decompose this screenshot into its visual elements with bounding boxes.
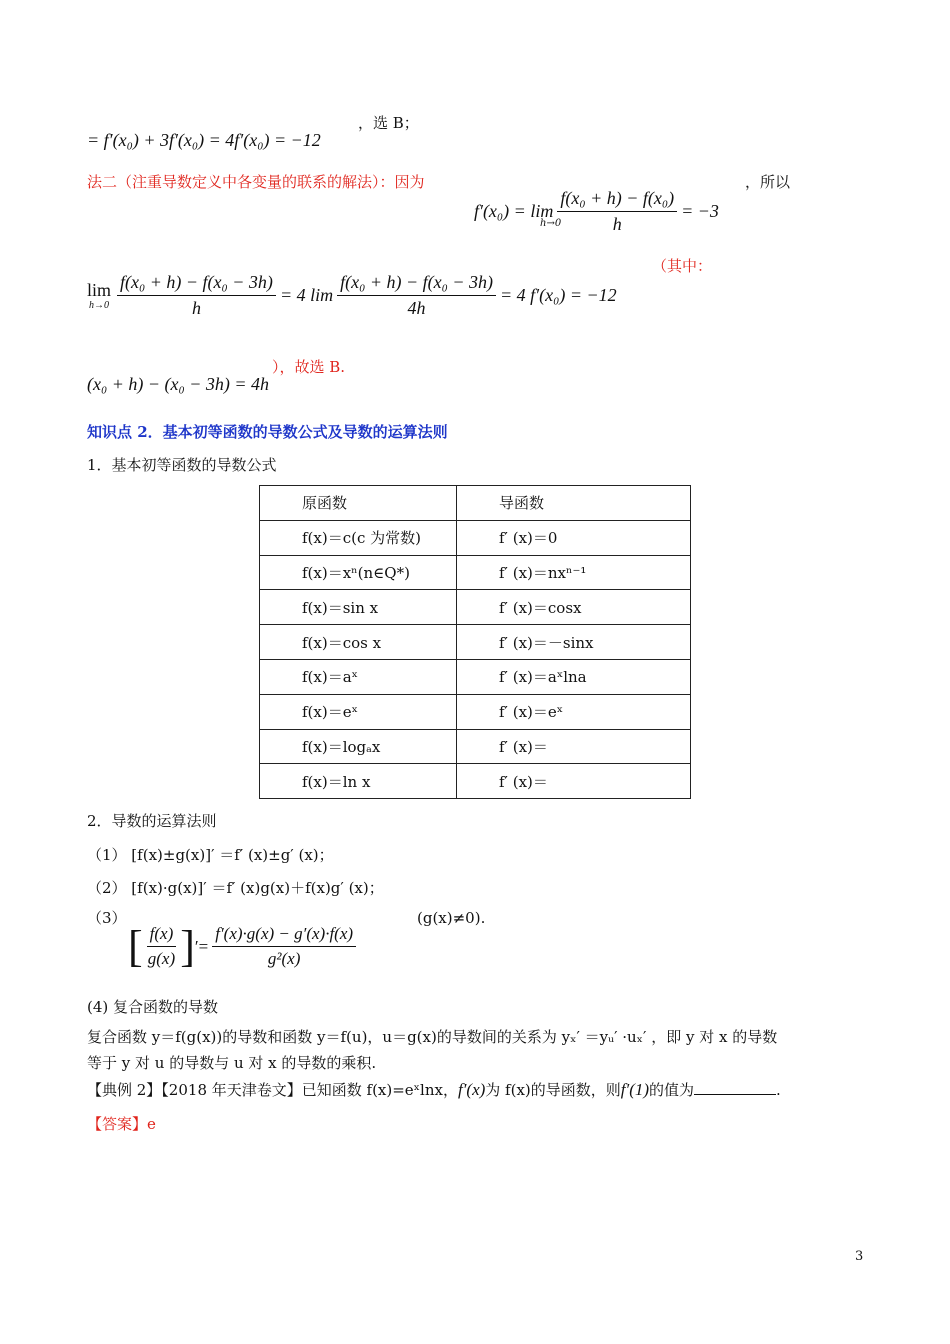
answer-label: 【答案】 xyxy=(87,1115,148,1133)
table-cell: f′ (x)＝ xyxy=(457,764,691,799)
limit-fraction-2 xyxy=(337,272,496,319)
example-fprime-1: f′(1) xyxy=(620,1080,650,1099)
def-numerator: f(x₀ + h) − f(x₀) xyxy=(557,188,677,212)
example-fprime-x: f′(x) xyxy=(457,1080,486,1099)
right-bracket: ] xyxy=(180,921,195,971)
page-number: 3 xyxy=(855,1249,864,1264)
limit-num-2: f(x₀ + h) − f(x₀ − 3h) xyxy=(337,272,496,296)
method2-text: 法二（注重导数定义中各变量的联系的解法）：因为 xyxy=(87,173,425,191)
prime-equals: ′= xyxy=(194,936,209,956)
table-cell: f′ (x)＝nxⁿ⁻¹ xyxy=(457,555,691,590)
table-cell: f′ (x)＝－sinx xyxy=(457,625,691,660)
table-header-row xyxy=(260,486,691,521)
answer-value: e xyxy=(147,1115,156,1133)
quotient-rule-formula xyxy=(128,921,360,971)
def-lhs: f′(x₀) = lim xyxy=(474,201,554,221)
limit-den-1: h xyxy=(191,298,201,318)
subheading-2: 2．导数的运算法则 xyxy=(87,812,217,830)
table-cell: f(x)＝cos x xyxy=(260,625,457,660)
table-row xyxy=(260,625,691,660)
table-header-derivative: 导函数 xyxy=(457,486,691,521)
def-rhs: = −3 xyxy=(681,201,719,221)
limit-num-1: f(x₀ + h) − f(x₀ − 3h) xyxy=(117,272,276,296)
lim-word: lim xyxy=(87,280,112,300)
note-suffix: ），故选 B. xyxy=(272,358,346,376)
limit-op-1 xyxy=(87,280,111,311)
rule-3-condition: (g(x)≠0). xyxy=(417,909,486,927)
definition-formula xyxy=(474,188,719,235)
line1-suffix: ，选 B； xyxy=(358,114,419,132)
limit-formula xyxy=(87,272,617,319)
table-header-original: 原函数 xyxy=(260,486,457,521)
table-row xyxy=(260,659,691,694)
limit-mid: = 4 lim xyxy=(279,285,334,305)
method2-suffix: ，所以 xyxy=(745,173,791,191)
limit-fraction-1 xyxy=(117,272,276,319)
table-cell: f′ (x)＝ xyxy=(457,729,691,764)
table-cell: f(x)＝logₐx xyxy=(260,729,457,764)
table-cell: f′ (x)＝aˣlna xyxy=(457,659,691,694)
table-row xyxy=(260,520,691,555)
quotient-right-den: g²(x) xyxy=(267,949,301,968)
note-formula: (x₀ + h) − (x₀ − 3h) = 4h xyxy=(87,374,270,394)
table-row xyxy=(260,764,691,799)
quotient-left-num: f(x) xyxy=(147,924,177,947)
table-cell: f(x)＝xⁿ(n∈Q*) xyxy=(260,555,457,590)
note-prefix: （其中： xyxy=(652,257,713,275)
table-cell: f′ (x)＝cosx xyxy=(457,590,691,625)
table-cell: f(x)＝ln x xyxy=(260,764,457,799)
def-denominator: h xyxy=(612,214,622,234)
example-suffix: 的值为 xyxy=(649,1081,695,1099)
example-prefix: 【典例 2】【2018 年天津卷文】已知函数 f(x)=eˣlnx， xyxy=(87,1081,458,1099)
table-row xyxy=(260,555,691,590)
quotient-left-den: g(x) xyxy=(147,949,176,968)
answer xyxy=(87,1114,156,1134)
limit-rhs: = 4 f′(x₀) = −12 xyxy=(500,285,617,305)
composite-line-2: 等于 y 对 u 的导数与 u 对 x 的导数的乘积. xyxy=(87,1054,377,1072)
left-bracket: [ xyxy=(128,921,143,971)
table-cell: f(x)＝eˣ xyxy=(260,694,457,729)
composite-line-1: 复合函数 y＝f(g(x))的导数和函数 y＝f(u)，u＝g(x)的导数间的关系为 yₓ′ ＝yᵤ′ ·uₓ′ ，即 y 对 x 的导数 xyxy=(87,1028,778,1046)
def-fraction xyxy=(557,188,677,235)
rule-4: (4) 复合函数的导数 xyxy=(87,998,219,1016)
section-heading: 知识点 2．基本初等函数的导数公式及导数的运算法则 xyxy=(87,423,448,441)
table-cell: f′ (x)＝eˣ xyxy=(457,694,691,729)
derivative-table xyxy=(259,485,691,799)
table-row xyxy=(260,729,691,764)
formula-line1: = f′(x₀) + 3f′(x₀) = 4f′(x₀) = −12 xyxy=(87,130,321,150)
example-end: . xyxy=(776,1081,781,1099)
answer-blank xyxy=(694,1080,776,1095)
example-2 xyxy=(87,1080,781,1100)
table-cell: f(x)＝aˣ xyxy=(260,659,457,694)
table-cell: f′ (x)＝0 xyxy=(457,520,691,555)
table-row xyxy=(260,590,691,625)
rule-2: （2） [f(x)·g(x)]′ ＝f′ (x)g(x)＋f(x)g′ (x)； xyxy=(87,879,384,897)
subheading-1: 1．基本初等函数的导数公式 xyxy=(87,456,277,474)
quotient-right-num: f′(x)·g(x) − g′(x)·f(x) xyxy=(212,924,356,947)
table-cell: f(x)＝c(c 为常数) xyxy=(260,520,457,555)
example-mid-text: 为 f(x)的导函数，则 xyxy=(485,1081,621,1099)
lim-sub: h→0 xyxy=(89,300,109,311)
table-cell: f(x)＝sin x xyxy=(260,590,457,625)
quotient-left-fraction xyxy=(147,924,177,969)
def-limit-sub: h→0 xyxy=(540,218,562,229)
quotient-right-fraction xyxy=(212,924,356,969)
rule-3-label: （3） xyxy=(87,909,127,927)
limit-den-2: 4h xyxy=(407,298,426,318)
rule-1: （1） [f(x)±g(x)]′ ＝f′ (x)±g′ (x)； xyxy=(87,846,334,864)
table-row xyxy=(260,694,691,729)
